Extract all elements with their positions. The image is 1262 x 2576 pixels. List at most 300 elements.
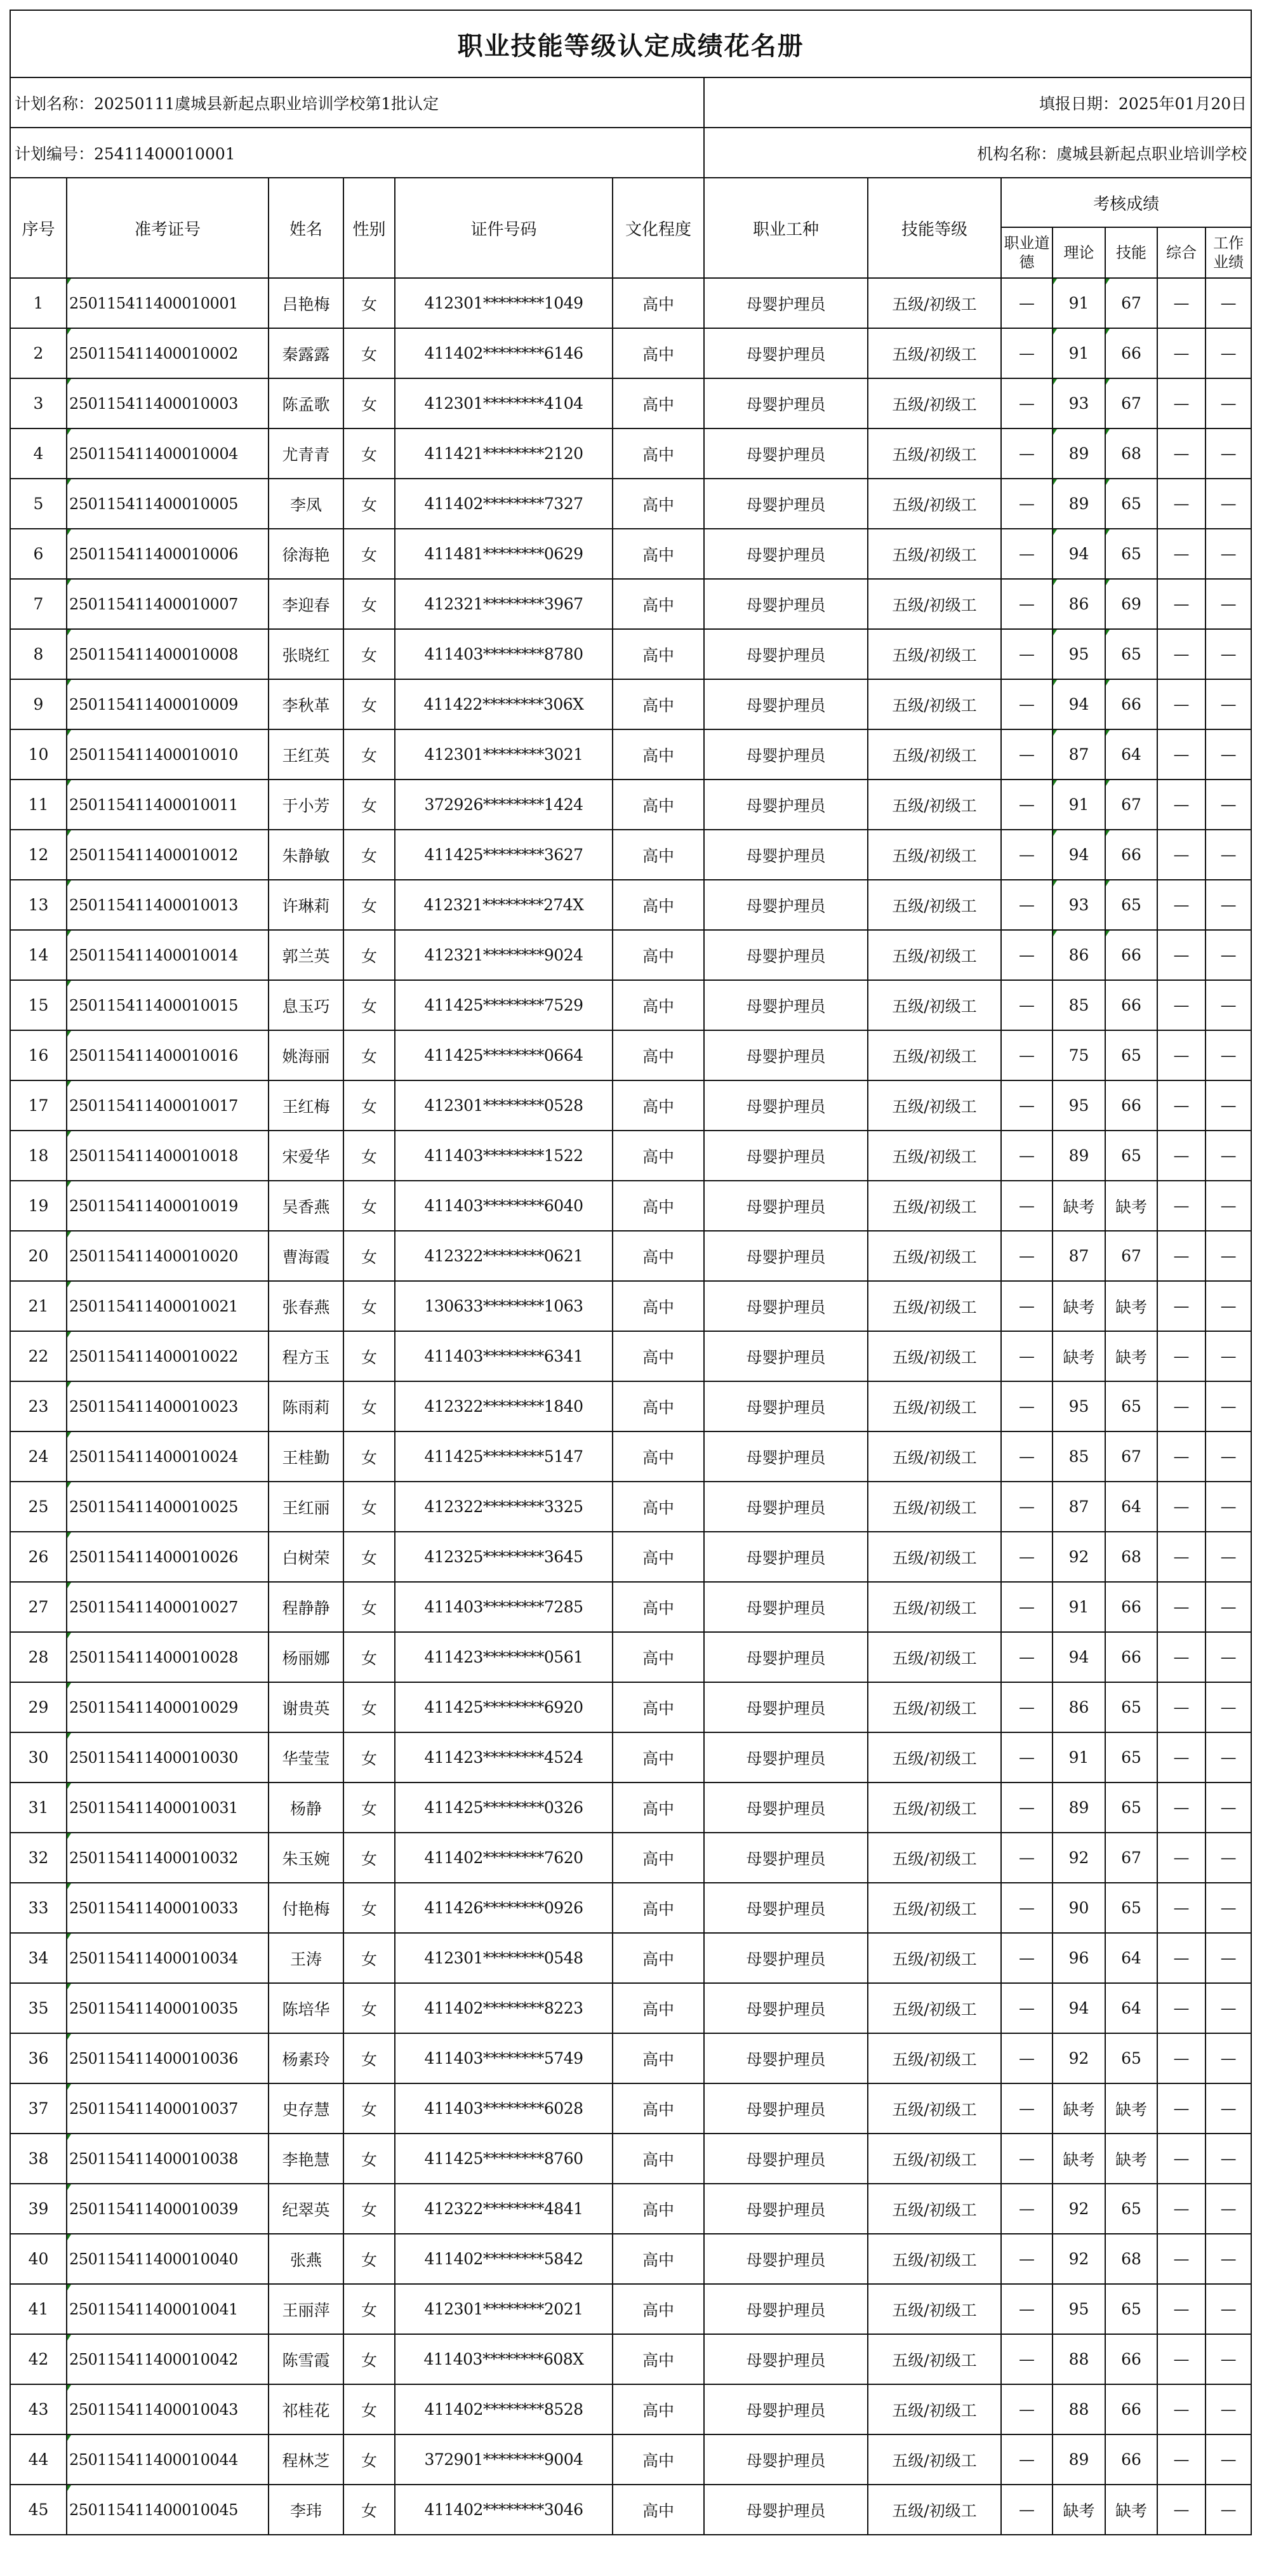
cell-comprehensive: —	[1157, 1231, 1206, 1281]
cell-exam-no: 250115411400010032	[67, 1833, 269, 1883]
cell-ethics: —	[1001, 2184, 1053, 2234]
cell-ethics: —	[1001, 278, 1053, 328]
cell-exam-no: 250115411400010011	[67, 780, 269, 830]
cell-skill-level: 五级/初级工	[868, 1732, 1001, 1783]
cell-comprehensive: —	[1157, 2134, 1206, 2184]
cell-comprehensive: —	[1157, 378, 1206, 428]
cell-skill: 66	[1105, 328, 1157, 378]
cell-performance: —	[1206, 2485, 1251, 2535]
cell-theory: 缺考	[1053, 2134, 1105, 2184]
cell-comprehensive: —	[1157, 830, 1206, 880]
cell-skill-level: 五级/初级工	[868, 1181, 1001, 1231]
cell-skill: 66	[1105, 2434, 1157, 2485]
cell-theory: 92	[1053, 2184, 1105, 2234]
cell-skill: 65	[1105, 1883, 1157, 1933]
cell-name: 程方玉	[269, 1331, 343, 1381]
cell-skill-level: 五级/初级工	[868, 479, 1001, 529]
cell-exam-no: 250115411400010013	[67, 880, 269, 930]
cell-id-no: 412321********3967	[395, 579, 613, 629]
cell-gender: 女	[343, 579, 395, 629]
cell-ethics: —	[1001, 629, 1053, 679]
cell-name: 张晓红	[269, 629, 343, 679]
cell-id-no: 412322********4841	[395, 2184, 613, 2234]
table-row	[10, 980, 1251, 1030]
cell-skill-level: 五级/初级工	[868, 328, 1001, 378]
cell-name: 姚海丽	[269, 1030, 343, 1080]
cell-occupation: 母婴护理员	[704, 328, 868, 378]
cell-skill-level: 五级/初级工	[868, 830, 1001, 880]
cell-skill: 65	[1105, 2184, 1157, 2234]
cell-theory: 94	[1053, 679, 1105, 729]
cell-id-no: 411403********6341	[395, 1331, 613, 1381]
cell-performance: —	[1206, 2134, 1251, 2184]
cell-theory: 89	[1053, 479, 1105, 529]
cell-name: 纪翠英	[269, 2184, 343, 2234]
cell-performance: —	[1206, 1532, 1251, 1582]
table-row	[10, 729, 1251, 780]
cell-gender: 女	[343, 980, 395, 1030]
cell-theory: 89	[1053, 1783, 1105, 1833]
cell-skill-level: 五级/初级工	[868, 1431, 1001, 1482]
cell-skill-level: 五级/初级工	[868, 2384, 1001, 2434]
table-row	[10, 1682, 1251, 1732]
cell-name: 史存慧	[269, 2083, 343, 2134]
cell-ethics: —	[1001, 1833, 1053, 1883]
cell-gender: 女	[343, 2083, 395, 2134]
cell-occupation: 母婴护理员	[704, 1732, 868, 1783]
cell-occupation: 母婴护理员	[704, 529, 868, 579]
cell-seq: 44	[10, 2434, 67, 2485]
header-performance: 工作业绩	[1206, 227, 1251, 278]
table-row	[10, 2485, 1251, 2535]
cell-comprehensive: —	[1157, 428, 1206, 479]
cell-theory: 缺考	[1053, 2485, 1105, 2535]
cell-exam-no: 250115411400010016	[67, 1030, 269, 1080]
cell-ethics: —	[1001, 2434, 1053, 2485]
cell-gender: 女	[343, 1632, 395, 1682]
header-seq: 序号	[10, 178, 67, 278]
cell-education: 高中	[613, 2334, 704, 2384]
cell-comprehensive: —	[1157, 278, 1206, 328]
cell-occupation: 母婴护理员	[704, 479, 868, 529]
cell-occupation: 母婴护理员	[704, 1682, 868, 1732]
cell-performance: —	[1206, 529, 1251, 579]
cell-performance: —	[1206, 830, 1251, 880]
cell-id-no: 411402********3046	[395, 2485, 613, 2535]
cell-ethics: —	[1001, 529, 1053, 579]
cell-occupation: 母婴护理员	[704, 2134, 868, 2184]
cell-seq: 15	[10, 980, 67, 1030]
cell-skill: 缺考	[1105, 1281, 1157, 1331]
cell-exam-no: 250115411400010042	[67, 2334, 269, 2384]
cell-education: 高中	[613, 1682, 704, 1732]
cell-id-no: 411402********7327	[395, 479, 613, 529]
cell-comprehensive: —	[1157, 1682, 1206, 1732]
cell-ethics: —	[1001, 1883, 1053, 1933]
table-row	[10, 1030, 1251, 1080]
cell-gender: 女	[343, 1732, 395, 1783]
cell-exam-no: 250115411400010029	[67, 1682, 269, 1732]
table-row	[10, 1783, 1251, 1833]
cell-id-no: 411425********3627	[395, 830, 613, 880]
cell-occupation: 母婴护理员	[704, 1833, 868, 1883]
cell-id-no: 411425********8760	[395, 2134, 613, 2184]
cell-theory: 89	[1053, 428, 1105, 479]
cell-ethics: —	[1001, 1732, 1053, 1783]
cell-education: 高中	[613, 679, 704, 729]
cell-occupation: 母婴护理员	[704, 880, 868, 930]
cell-gender: 女	[343, 930, 395, 980]
cell-seq: 37	[10, 2083, 67, 2134]
cell-ethics: —	[1001, 1131, 1053, 1181]
cell-skill: 65	[1105, 2033, 1157, 2083]
table-row	[10, 2384, 1251, 2434]
table-row	[10, 428, 1251, 479]
cell-education: 高中	[613, 780, 704, 830]
cell-id-no: 411402********8223	[395, 1983, 613, 2033]
cell-seq: 28	[10, 1632, 67, 1682]
cell-performance: —	[1206, 1582, 1251, 1632]
cell-exam-no: 250115411400010009	[67, 679, 269, 729]
header-skill: 技能	[1105, 227, 1157, 278]
cell-exam-no: 250115411400010008	[67, 629, 269, 679]
cell-theory: 87	[1053, 1231, 1105, 1281]
cell-name: 于小芳	[269, 780, 343, 830]
cell-skill: 66	[1105, 1080, 1157, 1131]
cell-performance: —	[1206, 930, 1251, 980]
cell-name: 王红丽	[269, 1482, 343, 1532]
cell-skill: 缺考	[1105, 1181, 1157, 1231]
cell-seq: 25	[10, 1482, 67, 1532]
cell-name: 朱玉婉	[269, 1833, 343, 1883]
cell-gender: 女	[343, 328, 395, 378]
page-title: 职业技能等级认定成绩花名册	[10, 10, 1251, 77]
cell-seq: 27	[10, 1582, 67, 1632]
cell-theory: 92	[1053, 1833, 1105, 1883]
table-row	[10, 930, 1251, 980]
cell-gender: 女	[343, 1883, 395, 1933]
cell-exam-no: 250115411400010025	[67, 1482, 269, 1532]
table-row	[10, 1231, 1251, 1281]
cell-education: 高中	[613, 428, 704, 479]
info-row-2	[10, 128, 1251, 178]
cell-gender: 女	[343, 1682, 395, 1732]
cell-skill: 68	[1105, 2234, 1157, 2284]
cell-seq: 41	[10, 2284, 67, 2334]
cell-id-no: 411403********608X	[395, 2334, 613, 2384]
cell-exam-no: 250115411400010035	[67, 1983, 269, 2033]
cell-gender: 女	[343, 428, 395, 479]
title-row	[10, 10, 1251, 77]
cell-name: 陈培华	[269, 1983, 343, 2033]
cell-theory: 75	[1053, 1030, 1105, 1080]
cell-skill-level: 五级/初级工	[868, 579, 1001, 629]
cell-skill: 65	[1105, 479, 1157, 529]
cell-id-no: 411425********5147	[395, 1431, 613, 1482]
cell-performance: —	[1206, 328, 1251, 378]
cell-skill: 66	[1105, 2384, 1157, 2434]
cell-exam-no: 250115411400010003	[67, 378, 269, 428]
cell-theory: 94	[1053, 1632, 1105, 1682]
cell-id-no: 372926********1424	[395, 780, 613, 830]
header-exam-no: 准考证号	[67, 178, 269, 278]
cell-name: 宋爱华	[269, 1131, 343, 1181]
cell-comprehensive: —	[1157, 2485, 1206, 2535]
cell-name: 张春燕	[269, 1281, 343, 1331]
cell-id-no: 411402********7620	[395, 1833, 613, 1883]
cell-id-no: 411403********5749	[395, 2033, 613, 2083]
cell-name: 李迎春	[269, 579, 343, 629]
cell-exam-no: 250115411400010012	[67, 830, 269, 880]
cell-comprehensive: —	[1157, 1933, 1206, 1983]
cell-comprehensive: —	[1157, 2384, 1206, 2434]
cell-education: 高中	[613, 1532, 704, 1582]
cell-performance: —	[1206, 278, 1251, 328]
cell-name: 吴香燕	[269, 1181, 343, 1231]
cell-id-no: 411422********306X	[395, 679, 613, 729]
header-name: 姓名	[269, 178, 343, 278]
cell-gender: 女	[343, 880, 395, 930]
cell-skill-level: 五级/初级工	[868, 930, 1001, 980]
cell-name: 杨丽娜	[269, 1632, 343, 1682]
cell-education: 高中	[613, 2284, 704, 2334]
cell-gender: 女	[343, 1080, 395, 1131]
cell-occupation: 母婴护理员	[704, 579, 868, 629]
cell-occupation: 母婴护理员	[704, 2334, 868, 2384]
cell-performance: —	[1206, 2033, 1251, 2083]
cell-ethics: —	[1001, 378, 1053, 428]
cell-gender: 女	[343, 830, 395, 880]
cell-exam-no: 250115411400010038	[67, 2134, 269, 2184]
cell-ethics: —	[1001, 2033, 1053, 2083]
cell-ethics: —	[1001, 2134, 1053, 2184]
cell-education: 高中	[613, 729, 704, 780]
cell-gender: 女	[343, 2485, 395, 2535]
cell-seq: 21	[10, 1281, 67, 1331]
table-row	[10, 2434, 1251, 2485]
table-row	[10, 378, 1251, 428]
cell-id-no: 130633********1063	[395, 1281, 613, 1331]
cell-ethics: —	[1001, 2384, 1053, 2434]
cell-education: 高中	[613, 629, 704, 679]
cell-occupation: 母婴护理员	[704, 1181, 868, 1231]
cell-occupation: 母婴护理员	[704, 1582, 868, 1632]
cell-ethics: —	[1001, 780, 1053, 830]
cell-ethics: —	[1001, 1983, 1053, 2033]
cell-id-no: 412321********274X	[395, 880, 613, 930]
cell-name: 王红梅	[269, 1080, 343, 1131]
cell-performance: —	[1206, 579, 1251, 629]
table-row	[10, 679, 1251, 729]
cell-id-no: 411403********7285	[395, 1582, 613, 1632]
cell-ethics: —	[1001, 328, 1053, 378]
table-row	[10, 1833, 1251, 1883]
cell-id-no: 411402********8528	[395, 2384, 613, 2434]
cell-performance: —	[1206, 1482, 1251, 1532]
cell-gender: 女	[343, 1482, 395, 1532]
cell-name: 王涛	[269, 1933, 343, 1983]
cell-seq: 31	[10, 1783, 67, 1833]
cell-ethics: —	[1001, 880, 1053, 930]
cell-seq: 33	[10, 1883, 67, 1933]
cell-name: 吕艳梅	[269, 278, 343, 328]
cell-theory: 93	[1053, 880, 1105, 930]
cell-gender: 女	[343, 1783, 395, 1833]
cell-skill-level: 五级/初级工	[868, 1833, 1001, 1883]
cell-occupation: 母婴护理员	[704, 830, 868, 880]
header-education: 文化程度	[613, 178, 704, 278]
cell-gender: 女	[343, 2033, 395, 2083]
cell-seq: 14	[10, 930, 67, 980]
cell-id-no: 412322********0621	[395, 1231, 613, 1281]
cell-performance: —	[1206, 1783, 1251, 1833]
cell-exam-no: 250115411400010024	[67, 1431, 269, 1482]
cell-theory: 85	[1053, 1431, 1105, 1482]
table-row	[10, 1883, 1251, 1933]
cell-gender: 女	[343, 1331, 395, 1381]
cell-theory: 92	[1053, 1532, 1105, 1582]
cell-occupation: 母婴护理员	[704, 930, 868, 980]
cell-comprehensive: —	[1157, 579, 1206, 629]
cell-exam-no: 250115411400010001	[67, 278, 269, 328]
cell-skill-level: 五级/初级工	[868, 1983, 1001, 2033]
org-name: 机构名称：虞城县新起点职业培训学校	[704, 128, 1251, 178]
cell-skill-level: 五级/初级工	[868, 1883, 1001, 1933]
cell-ethics: —	[1001, 1482, 1053, 1532]
cell-occupation: 母婴护理员	[704, 2284, 868, 2334]
cell-skill: 65	[1105, 1381, 1157, 1431]
cell-comprehensive: —	[1157, 930, 1206, 980]
cell-comprehensive: —	[1157, 2083, 1206, 2134]
cell-comprehensive: —	[1157, 1281, 1206, 1331]
cell-skill: 68	[1105, 428, 1157, 479]
cell-ethics: —	[1001, 1783, 1053, 1833]
cell-seq: 12	[10, 830, 67, 880]
cell-ethics: —	[1001, 1381, 1053, 1431]
cell-occupation: 母婴护理员	[704, 1381, 868, 1431]
cell-theory: 95	[1053, 1080, 1105, 1131]
cell-gender: 女	[343, 629, 395, 679]
header-row-top	[10, 178, 1251, 227]
cell-gender: 女	[343, 1030, 395, 1080]
cell-theory: 87	[1053, 729, 1105, 780]
cell-ethics: —	[1001, 2334, 1053, 2384]
cell-comprehensive: —	[1157, 2284, 1206, 2334]
cell-exam-no: 250115411400010039	[67, 2184, 269, 2234]
cell-seq: 8	[10, 629, 67, 679]
cell-occupation: 母婴护理员	[704, 1231, 868, 1281]
cell-exam-no: 250115411400010019	[67, 1181, 269, 1231]
cell-education: 高中	[613, 1783, 704, 1833]
cell-name: 王红英	[269, 729, 343, 780]
cell-performance: —	[1206, 1080, 1251, 1131]
cell-performance: —	[1206, 428, 1251, 479]
cell-theory: 86	[1053, 930, 1105, 980]
cell-exam-no: 250115411400010014	[67, 930, 269, 980]
plan-name: 计划名称：20250111虞城县新起点职业培训学校第1批认定	[10, 77, 704, 128]
cell-seq: 43	[10, 2384, 67, 2434]
cell-ethics: —	[1001, 1431, 1053, 1482]
cell-gender: 女	[343, 1181, 395, 1231]
cell-comprehensive: —	[1157, 328, 1206, 378]
cell-theory: 86	[1053, 579, 1105, 629]
cell-ethics: —	[1001, 1632, 1053, 1682]
header-id-no: 证件号码	[395, 178, 613, 278]
cell-ethics: —	[1001, 1582, 1053, 1632]
cell-education: 高中	[613, 529, 704, 579]
cell-name: 秦露露	[269, 328, 343, 378]
cell-exam-no: 250115411400010034	[67, 1933, 269, 1983]
cell-education: 高中	[613, 2384, 704, 2434]
cell-gender: 女	[343, 2134, 395, 2184]
cell-name: 杨静	[269, 1783, 343, 1833]
cell-id-no: 411403********6028	[395, 2083, 613, 2134]
cell-skill: 64	[1105, 1983, 1157, 2033]
cell-comprehensive: —	[1157, 1431, 1206, 1482]
cell-education: 高中	[613, 2033, 704, 2083]
table-row	[10, 1131, 1251, 1181]
cell-comprehensive: —	[1157, 2184, 1206, 2234]
cell-performance: —	[1206, 2234, 1251, 2284]
cell-exam-no: 250115411400010037	[67, 2083, 269, 2134]
table-row	[10, 278, 1251, 328]
cell-name: 陈雨莉	[269, 1381, 343, 1431]
cell-performance: —	[1206, 2083, 1251, 2134]
cell-education: 高中	[613, 1632, 704, 1682]
table-row	[10, 1331, 1251, 1381]
cell-gender: 女	[343, 1933, 395, 1983]
cell-theory: 88	[1053, 2384, 1105, 2434]
cell-seq: 39	[10, 2184, 67, 2234]
cell-gender: 女	[343, 2334, 395, 2384]
cell-education: 高中	[613, 579, 704, 629]
cell-skill-level: 五级/初级工	[868, 2134, 1001, 2184]
cell-exam-no: 250115411400010010	[67, 729, 269, 780]
cell-theory: 95	[1053, 1381, 1105, 1431]
cell-exam-no: 250115411400010043	[67, 2384, 269, 2434]
cell-gender: 女	[343, 1281, 395, 1331]
cell-id-no: 372901********9004	[395, 2434, 613, 2485]
header-ethics: 职业道德	[1001, 227, 1053, 278]
cell-performance: —	[1206, 780, 1251, 830]
cell-comprehensive: —	[1157, 1883, 1206, 1933]
table-row	[10, 1381, 1251, 1431]
cell-exam-no: 250115411400010027	[67, 1582, 269, 1632]
cell-gender: 女	[343, 1582, 395, 1632]
cell-skill: 缺考	[1105, 2083, 1157, 2134]
cell-ethics: —	[1001, 930, 1053, 980]
cell-gender: 女	[343, 1131, 395, 1181]
cell-gender: 女	[343, 2184, 395, 2234]
cell-skill-level: 五级/初级工	[868, 2184, 1001, 2234]
cell-education: 高中	[613, 980, 704, 1030]
cell-theory: 90	[1053, 1883, 1105, 1933]
cell-exam-no: 250115411400010031	[67, 1783, 269, 1833]
cell-ethics: —	[1001, 2485, 1053, 2535]
cell-name: 白树荣	[269, 1532, 343, 1582]
cell-ethics: —	[1001, 1181, 1053, 1231]
cell-performance: —	[1206, 1381, 1251, 1431]
cell-name: 郭兰英	[269, 930, 343, 980]
cell-skill-level: 五级/初级工	[868, 1783, 1001, 1833]
cell-id-no: 411421********2120	[395, 428, 613, 479]
cell-comprehensive: —	[1157, 1732, 1206, 1783]
cell-education: 高中	[613, 2234, 704, 2284]
cell-performance: —	[1206, 1632, 1251, 1682]
cell-ethics: —	[1001, 980, 1053, 1030]
cell-ethics: —	[1001, 1080, 1053, 1131]
cell-gender: 女	[343, 1231, 395, 1281]
